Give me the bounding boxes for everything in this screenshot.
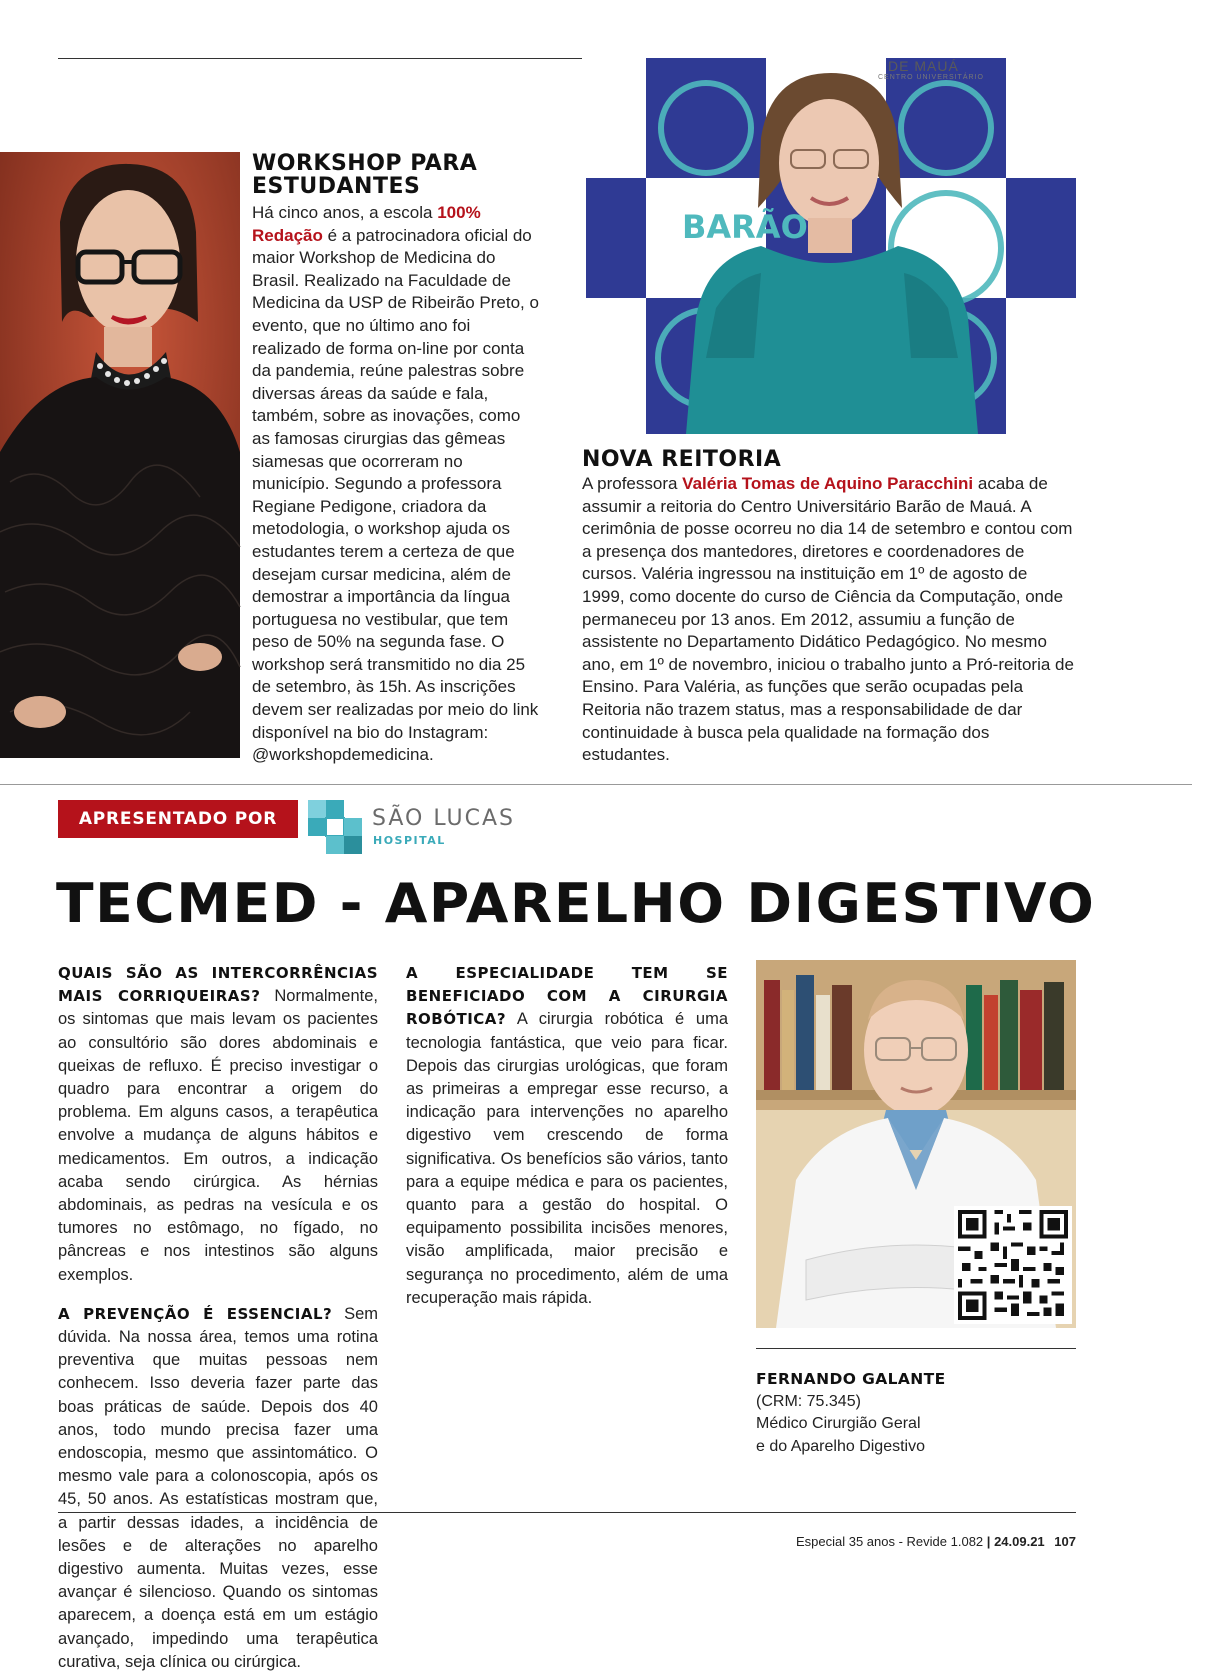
doctor-role-2: e do Aparelho Digestivo: [756, 1437, 925, 1455]
article-column-1: [58, 962, 378, 1671]
sao-lucas-logo-sub: HOSPITAL: [373, 834, 446, 847]
footer-separator: |: [986, 1534, 991, 1549]
workshop-heading: WORKSHOP PARA ESTUDANTES: [252, 151, 478, 199]
workshop-photo: [0, 152, 240, 758]
answer-2: Sem dúvida. Na nossa área, temos uma rotina preventiva que muitas pessoas nem conhecem. Isso deveria fazer parte das boas práticas de saúde. Depois dos 40 anos, todo mundo precisa fazer uma endoscopia, mesmo que assintomático. O mesmo vale para a colonoscopia, após os 45, 50 anos. As estatísticas mostram que, a partir dessas idades, a incidência de lesões e de alterações no aparelho digestivo aumenta. Muitas vezes, esse avançar é silencioso. Quando os sintomas aparecem, a doença está em um estágio avançado, impedindo uma terapêutica curativa, seja clínica ou cirúrgica.: [58, 1304, 378, 1671]
doctor-caption-rule: [756, 1348, 1076, 1349]
doctor-role-1: Médico Cirurgião Geral: [756, 1415, 921, 1432]
professor-portrait-illustration: [586, 58, 1076, 434]
reitoria-heading: NOVA REITORIA: [582, 447, 782, 472]
article-column-2: [406, 962, 728, 1462]
reitoria-body: [582, 473, 1074, 767]
backdrop-text-sub: CENTRO UNIVERSITÁRIO: [878, 74, 984, 81]
workshop-text-rest: é a patrocinadora oficial do maior Workshop de Medicina do Brasil. Realizado na Faculdade de Medicina da USP de Ribeirão Preto, o evento, que no último ano foi realizado de forma on-line por conta da pandemia, reúne palestras sobre diversas áreas da saúde e fala, também, sobre as inovações, como as famosas cirurgias das gêmeas siamesas que ocorreram no município. Segundo a professora Regiane Pedigone, criadora da metodologia, o workshop ajuda os estudantes terem a certeza de que desejam cursar medicina, além de demostrar a importância da língua portuguesa no vestibular, que tem peso de 50% na segunda fase. O workshop será transmitido no dia 25 de setembro, às 15h. As inscrições devem ser realizadas por meio do link disponível na bio do Instagram: @workshopdemedicina.: [252, 225, 539, 765]
workshop-text-intro: Há cinco anos, a escola: [252, 203, 438, 222]
answer-3: A cirurgia robótica é uma tecnologia fantástica, que veio para ficar. Depois das cirurgias urológicas, que foram as primeiras a empregar esse recurso, a indicação para intervenções no aparelho digestivo vem crescendo de forma significativa. Os benefícios são vários, tanto para a equipe médica e para os pacientes, quanto para a gestão do hospital. O equipamento possibilita incisões menores, visão amplificada, maior precisão e segurança no procedimento, além de uma recuperação mais rápida.: [406, 1010, 728, 1307]
question-3: A ESPECIALIDADE TEM SE BENEFICIADO COM A CIRURGIA ROBÓTICA?: [406, 964, 728, 1029]
doctor-photo: [756, 960, 1076, 1328]
workshop-article: [252, 152, 542, 767]
page-footer: [796, 1534, 1076, 1549]
reitoria-name: Valéria Tomas de Aquino Paracchini: [682, 474, 974, 493]
reitoria-text-rest: acaba de assumir a reitoria do Centro Universitário Barão de Mauá. A cerimônia de posse ocorreu no dia 14 de setembro e contou com a presença dos mantedores, diretores e coordenadores de cursos. Valéria ingressou na instituição em 1º de agosto de 1999, como docente do curso de Ciência da Computação, onde permaneceu por 13 anos. Em 2012, assumiu a função de assistente no Departamento Didático Pedagógico. No mesmo ano, em 1º de novembro, iniciou o trabalho junto a Pró-reitoria de Ensino. Para Valéria, as funções que serão ocupadas pela Reitoria não trazem status, mas a responsabilidade de dar continuidade à busca pela qualidade na formação dos estudantes.: [582, 474, 1074, 765]
footer-rule: [58, 1512, 1076, 1513]
doctor-name: FERNANDO GALANTE: [756, 1370, 946, 1388]
footer-date: 24.09.21: [994, 1534, 1045, 1549]
sponsor-tag: APRESENTADO POR: [58, 800, 298, 838]
doctor-crm: (CRM: 75.345): [756, 1392, 861, 1410]
qr-code-icon[interactable]: [954, 1206, 1072, 1324]
page-number: 107: [1054, 1534, 1076, 1549]
workshop-brand: 100% Redação: [252, 203, 481, 245]
workshop-body: [252, 202, 542, 767]
article-block-1: [58, 962, 378, 1287]
sao-lucas-logo-name: SÃO LUCAS: [372, 806, 515, 831]
woman-portrait-illustration: [0, 152, 240, 758]
doctor-caption: [756, 1368, 1076, 1458]
top-rule: [58, 58, 582, 59]
article-block-2: [58, 1303, 378, 1674]
backdrop-text-top: DE MAUÁ: [888, 58, 959, 74]
question-1: QUAIS SÃO AS INTERCORRÊNCIAS MAIS CORRIQUEIRAS?: [58, 964, 378, 1006]
answer-1: Normalmente, os sintomas que mais levam os pacientes ao consultório são dores abdominais e queixas de refluxo. É preciso investigar o quadro para encontrar a origem do problema. Em alguns casos, a terapêutica envolve a mudança de alguns hábitos e medicamentos. Em outros, a indicação acaba sendo cirúrgica. As hérnias abdominais, as pedras na vesícula e os tumores no estômago, no fígado, no pâncreas e nos intestinos são alguns exemplos.: [58, 987, 378, 1284]
sao-lucas-logo-icon: [308, 800, 364, 856]
reitoria-article: [582, 448, 1074, 767]
question-2: A PREVENÇÃO É ESSENCIAL?: [58, 1304, 333, 1323]
article-title: TECMED - APARELHO DIGESTIVO: [56, 872, 1096, 935]
backdrop-logo-left: BARÃO: [682, 208, 808, 246]
section-rule: [0, 784, 1192, 785]
reitoria-text-intro: A professora: [582, 474, 683, 493]
footer-edition: Especial 35 anos - Revide 1.082: [795, 1534, 984, 1549]
reitoria-photo: [586, 58, 1076, 434]
article-block-3: [406, 962, 728, 1310]
